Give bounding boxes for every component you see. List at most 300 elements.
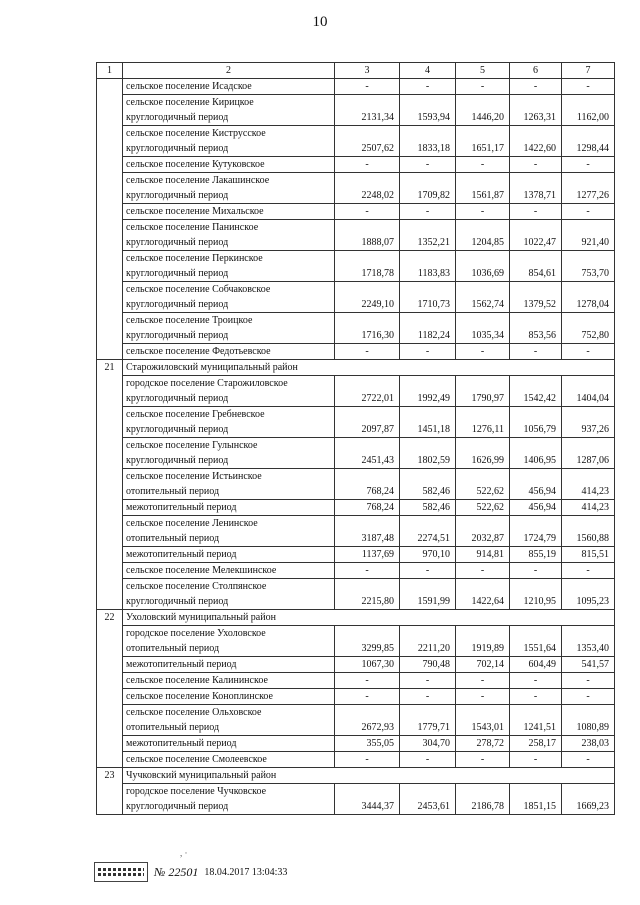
value-cell: 258,17 (510, 736, 562, 752)
value-cell (456, 173, 510, 189)
value-cell (510, 438, 562, 454)
value-cell (335, 313, 400, 329)
value-cell (400, 220, 456, 236)
table-row (97, 95, 615, 111)
settlement-name-cell: круглогодичный период (123, 328, 335, 344)
value-cell (562, 282, 615, 298)
settlement-name-cell: городское поселение Старожиловское (123, 376, 335, 392)
value-cell (456, 376, 510, 392)
value-cell: - (400, 204, 456, 220)
table-row (97, 126, 615, 142)
row-number-cell (97, 235, 123, 251)
value-cell: 1241,51 (510, 720, 562, 736)
table-row (97, 422, 615, 438)
value-cell: 1724,79 (510, 531, 562, 547)
table-row (97, 563, 615, 579)
row-number-cell (97, 407, 123, 423)
value-cell (562, 407, 615, 423)
settlement-name-cell: сельское поселение Ольховское (123, 705, 335, 721)
value-cell (400, 313, 456, 329)
settlement-name-cell: сельское поселение Лакашинское (123, 173, 335, 189)
value-cell: - (335, 204, 400, 220)
value-cell (400, 173, 456, 189)
settlement-name-cell: круглогодичный период (123, 799, 335, 815)
value-cell (400, 579, 456, 595)
value-cell: - (400, 344, 456, 360)
table-row (97, 500, 615, 516)
row-number-cell (97, 297, 123, 313)
value-cell: 1298,44 (562, 141, 615, 157)
table-row (97, 110, 615, 126)
value-cell (456, 407, 510, 423)
value-cell: 1036,69 (456, 266, 510, 282)
pen-mark: , · (180, 848, 188, 858)
settlement-name-cell: круглогодичный период (123, 297, 335, 313)
header-cell: 6 (510, 63, 562, 79)
value-cell: 522,62 (456, 500, 510, 516)
value-cell: 2215,80 (335, 594, 400, 610)
table-row (97, 626, 615, 642)
value-cell: 702,14 (456, 657, 510, 673)
value-cell: 2186,78 (456, 799, 510, 815)
settlement-name-cell: межотопительный период (123, 657, 335, 673)
settlement-name-cell: круглогодичный период (123, 422, 335, 438)
value-cell (562, 173, 615, 189)
value-cell (335, 251, 400, 267)
value-cell: 414,23 (562, 500, 615, 516)
row-number-cell (97, 673, 123, 689)
table-row (97, 328, 615, 344)
table-row (97, 376, 615, 392)
value-cell: 2672,93 (335, 720, 400, 736)
value-cell: - (335, 344, 400, 360)
value-cell: 456,94 (510, 500, 562, 516)
value-cell: - (335, 563, 400, 579)
value-cell: - (456, 689, 510, 705)
value-cell: 1851,15 (510, 799, 562, 815)
table-row (97, 673, 615, 689)
value-cell (510, 407, 562, 423)
value-cell (456, 784, 510, 800)
value-cell (562, 220, 615, 236)
row-number-cell (97, 422, 123, 438)
settlement-name-cell: сельское поселение Киструсское (123, 126, 335, 142)
value-cell (562, 469, 615, 485)
value-cell (510, 126, 562, 142)
settlement-name-cell: сельское поселение Исадское (123, 79, 335, 95)
district-name-cell: Чучковский муниципальный район (123, 768, 615, 784)
row-number-cell (97, 188, 123, 204)
value-cell: - (510, 752, 562, 768)
value-cell (456, 282, 510, 298)
row-number-cell (97, 126, 123, 142)
value-cell (510, 313, 562, 329)
settlement-name-cell: сельское поселение Федотьевское (123, 344, 335, 360)
value-cell: 1651,17 (456, 141, 510, 157)
table-row (97, 235, 615, 251)
row-number-cell (97, 594, 123, 610)
table-row (97, 188, 615, 204)
row-number-cell (97, 799, 123, 815)
value-cell: - (562, 563, 615, 579)
settlement-name-cell: сельское поселение Коноплинское (123, 689, 335, 705)
row-number-cell (97, 453, 123, 469)
value-cell: 2248,02 (335, 188, 400, 204)
value-cell (456, 126, 510, 142)
value-cell: 1080,89 (562, 720, 615, 736)
value-cell: - (510, 344, 562, 360)
value-cell: 456,94 (510, 484, 562, 500)
settlement-name-cell: круглогодичный период (123, 141, 335, 157)
value-cell: 1551,64 (510, 641, 562, 657)
value-cell: 1379,52 (510, 297, 562, 313)
settlement-name-cell: сельское поселение Истьинское (123, 469, 335, 485)
value-cell: 1992,49 (400, 391, 456, 407)
value-cell: - (456, 79, 510, 95)
registry-stamp-icon (94, 862, 148, 882)
row-number-cell (97, 204, 123, 220)
header-cell: 7 (562, 63, 615, 79)
value-cell: 914,81 (456, 547, 510, 563)
value-cell: - (456, 563, 510, 579)
value-cell: 522,62 (456, 484, 510, 500)
value-cell: 2131,34 (335, 110, 400, 126)
row-number-cell (97, 220, 123, 236)
value-cell: - (400, 79, 456, 95)
document-footer (94, 862, 287, 882)
value-cell: 1562,74 (456, 297, 510, 313)
row-number-cell (97, 579, 123, 595)
table-row (97, 610, 615, 626)
header-cell: 1 (97, 63, 123, 79)
settlement-name-cell: сельское поселение Перкинское (123, 251, 335, 267)
district-name-cell: Ухоловский муниципальный район (123, 610, 615, 626)
table-row (97, 438, 615, 454)
settlement-name-cell: сельское поселение Михальское (123, 204, 335, 220)
value-cell: 768,24 (335, 500, 400, 516)
value-cell: - (335, 79, 400, 95)
value-cell: 604,49 (510, 657, 562, 673)
value-cell: - (510, 157, 562, 173)
value-cell: 854,61 (510, 266, 562, 282)
row-number-cell (97, 484, 123, 500)
value-cell (400, 126, 456, 142)
settlement-name-cell: круглогодичный период (123, 266, 335, 282)
value-cell: - (510, 204, 562, 220)
value-cell (456, 469, 510, 485)
settlement-name-cell: сельское поселение Мелекшинское (123, 563, 335, 579)
value-cell (400, 282, 456, 298)
value-cell: 1779,71 (400, 720, 456, 736)
value-cell (335, 95, 400, 111)
value-cell (562, 516, 615, 532)
settlement-name-cell: городское поселение Чучковское (123, 784, 335, 800)
value-cell: 1560,88 (562, 531, 615, 547)
settlement-name-cell: городское поселение Ухоловское (123, 626, 335, 642)
value-cell: 1669,23 (562, 799, 615, 815)
table-row (97, 484, 615, 500)
value-cell: 1182,24 (400, 328, 456, 344)
table-row (97, 141, 615, 157)
value-cell: 1406,95 (510, 453, 562, 469)
value-cell (335, 407, 400, 423)
value-cell: - (562, 689, 615, 705)
value-cell (456, 705, 510, 721)
value-cell: 304,70 (400, 736, 456, 752)
settlement-name-cell: межотопительный период (123, 547, 335, 563)
value-cell (456, 626, 510, 642)
value-cell: 3299,85 (335, 641, 400, 657)
settlement-name-cell: круглогодичный период (123, 391, 335, 407)
value-cell: 2453,61 (400, 799, 456, 815)
value-cell: 1802,59 (400, 453, 456, 469)
header-cell: 4 (400, 63, 456, 79)
value-cell: 815,51 (562, 547, 615, 563)
settlement-name-cell: круглогодичный период (123, 594, 335, 610)
table-row (97, 768, 615, 784)
value-cell: - (456, 344, 510, 360)
row-number-cell (97, 469, 123, 485)
row-number-cell (97, 705, 123, 721)
settlement-name-cell: сельское поселение Панинское (123, 220, 335, 236)
value-cell: 1278,04 (562, 297, 615, 313)
row-number-cell (97, 376, 123, 392)
value-cell (510, 626, 562, 642)
value-cell (456, 579, 510, 595)
value-cell: - (335, 752, 400, 768)
value-cell (510, 251, 562, 267)
row-number-cell (97, 110, 123, 126)
row-number-cell: 21 (97, 360, 123, 376)
value-cell: - (335, 673, 400, 689)
value-cell: 853,56 (510, 328, 562, 344)
value-cell (510, 376, 562, 392)
value-cell: - (562, 79, 615, 95)
row-number-cell (97, 391, 123, 407)
value-cell (562, 376, 615, 392)
value-cell (456, 438, 510, 454)
settlement-name-cell: круглогодичный период (123, 188, 335, 204)
value-cell: - (510, 79, 562, 95)
value-cell: 1790,97 (456, 391, 510, 407)
table-row (97, 579, 615, 595)
value-cell (456, 313, 510, 329)
value-cell: 1422,64 (456, 594, 510, 610)
value-cell: 752,80 (562, 328, 615, 344)
row-number-cell (97, 626, 123, 642)
settlement-name-cell: отопительный период (123, 531, 335, 547)
value-cell: 238,03 (562, 736, 615, 752)
header-cell: 2 (123, 63, 335, 79)
table-row (97, 282, 615, 298)
value-cell (335, 173, 400, 189)
row-number-cell (97, 438, 123, 454)
settlement-name-cell: межотопительный период (123, 500, 335, 516)
value-cell: 1543,01 (456, 720, 510, 736)
table-row (97, 360, 615, 376)
value-cell (562, 579, 615, 595)
row-number-cell (97, 784, 123, 800)
document-number: № 22501 (154, 864, 199, 879)
value-cell: 970,10 (400, 547, 456, 563)
value-cell: 1210,95 (510, 594, 562, 610)
row-number-cell (97, 328, 123, 344)
value-cell: 541,57 (562, 657, 615, 673)
row-number-cell (97, 313, 123, 329)
row-number-cell (97, 500, 123, 516)
value-cell: 1451,18 (400, 422, 456, 438)
row-number-cell (97, 547, 123, 563)
value-cell: - (400, 689, 456, 705)
settlement-name-cell: круглогодичный период (123, 453, 335, 469)
table-row (97, 407, 615, 423)
value-cell (510, 95, 562, 111)
table-row (97, 594, 615, 610)
value-cell (335, 516, 400, 532)
value-cell: 1276,11 (456, 422, 510, 438)
row-number-cell (97, 689, 123, 705)
value-cell: 1067,30 (335, 657, 400, 673)
value-cell: - (400, 563, 456, 579)
table-row (97, 469, 615, 485)
value-cell: - (456, 752, 510, 768)
value-cell (335, 784, 400, 800)
value-cell (335, 705, 400, 721)
value-cell (510, 282, 562, 298)
row-number-cell (97, 720, 123, 736)
value-cell (562, 251, 615, 267)
value-cell (400, 705, 456, 721)
value-cell: 1718,78 (335, 266, 400, 282)
settlement-name-cell: сельское поселение Ленинское (123, 516, 335, 532)
table-row (97, 799, 615, 815)
table-row (97, 516, 615, 532)
table-row (97, 689, 615, 705)
value-cell: 1919,89 (456, 641, 510, 657)
value-cell: - (400, 673, 456, 689)
value-cell: 3187,48 (335, 531, 400, 547)
row-number-cell: 23 (97, 768, 123, 784)
value-cell (335, 126, 400, 142)
value-cell (335, 282, 400, 298)
value-cell: - (510, 673, 562, 689)
settlement-name-cell: сельское поселение Кирицкое (123, 95, 335, 111)
row-number-cell (97, 736, 123, 752)
table-row (97, 720, 615, 736)
value-cell: 1710,73 (400, 297, 456, 313)
value-cell: 3444,37 (335, 799, 400, 815)
value-cell: 2032,87 (456, 531, 510, 547)
table-row (97, 173, 615, 189)
value-cell (335, 626, 400, 642)
value-cell (562, 126, 615, 142)
value-cell: 1287,06 (562, 453, 615, 469)
value-cell: 1716,30 (335, 328, 400, 344)
value-cell: 1591,99 (400, 594, 456, 610)
row-number-cell (97, 752, 123, 768)
value-cell: - (335, 157, 400, 173)
settlement-name-cell: круглогодичный период (123, 110, 335, 126)
value-cell: 1561,87 (456, 188, 510, 204)
value-cell (510, 784, 562, 800)
row-number-cell (97, 531, 123, 547)
value-cell: 2507,62 (335, 141, 400, 157)
row-number-cell (97, 79, 123, 95)
row-number-cell: 22 (97, 610, 123, 626)
value-cell (335, 579, 400, 595)
settlement-name-cell: отопительный период (123, 720, 335, 736)
value-cell (335, 376, 400, 392)
table-row (97, 784, 615, 800)
table-row (97, 79, 615, 95)
value-cell: 2097,87 (335, 422, 400, 438)
value-cell: - (562, 344, 615, 360)
table-row (97, 453, 615, 469)
value-cell (510, 516, 562, 532)
settlement-name-cell: сельское поселение Калининское (123, 673, 335, 689)
settlement-name-cell: межотопительный период (123, 736, 335, 752)
value-cell (562, 626, 615, 642)
value-cell (400, 251, 456, 267)
table-row (97, 531, 615, 547)
value-cell (562, 313, 615, 329)
row-number-cell (97, 157, 123, 173)
header-cell: 5 (456, 63, 510, 79)
page-number: 10 (312, 14, 328, 30)
value-cell (400, 469, 456, 485)
value-cell: 937,26 (562, 422, 615, 438)
value-cell: 582,46 (400, 500, 456, 516)
value-cell: - (456, 204, 510, 220)
value-cell: - (400, 752, 456, 768)
table-row (97, 266, 615, 282)
value-cell: 1542,42 (510, 391, 562, 407)
row-number-cell (97, 251, 123, 267)
value-cell (456, 220, 510, 236)
row-number-cell (97, 282, 123, 298)
value-cell (400, 626, 456, 642)
value-cell: 2451,43 (335, 453, 400, 469)
row-number-cell (97, 563, 123, 579)
table-row (97, 736, 615, 752)
value-cell: - (562, 752, 615, 768)
value-cell: 753,70 (562, 266, 615, 282)
table-row (97, 391, 615, 407)
value-cell: - (335, 689, 400, 705)
table-header-row (97, 63, 615, 79)
value-cell: 1593,94 (400, 110, 456, 126)
value-cell: 1422,60 (510, 141, 562, 157)
value-cell: 768,24 (335, 484, 400, 500)
value-cell: 1137,69 (335, 547, 400, 563)
value-cell: - (562, 673, 615, 689)
table-row (97, 641, 615, 657)
table-row (97, 157, 615, 173)
settlement-name-cell: сельское поселение Гребневское (123, 407, 335, 423)
value-cell (400, 95, 456, 111)
value-cell: 1404,04 (562, 391, 615, 407)
row-number-cell (97, 516, 123, 532)
settlement-name-cell: сельское поселение Столпянское (123, 579, 335, 595)
value-cell (510, 220, 562, 236)
value-cell: 2722,01 (335, 391, 400, 407)
value-cell (510, 173, 562, 189)
value-cell: 1162,00 (562, 110, 615, 126)
settlement-name-cell: отопительный период (123, 641, 335, 657)
table-row (97, 752, 615, 768)
value-cell (510, 579, 562, 595)
value-cell: 1446,20 (456, 110, 510, 126)
